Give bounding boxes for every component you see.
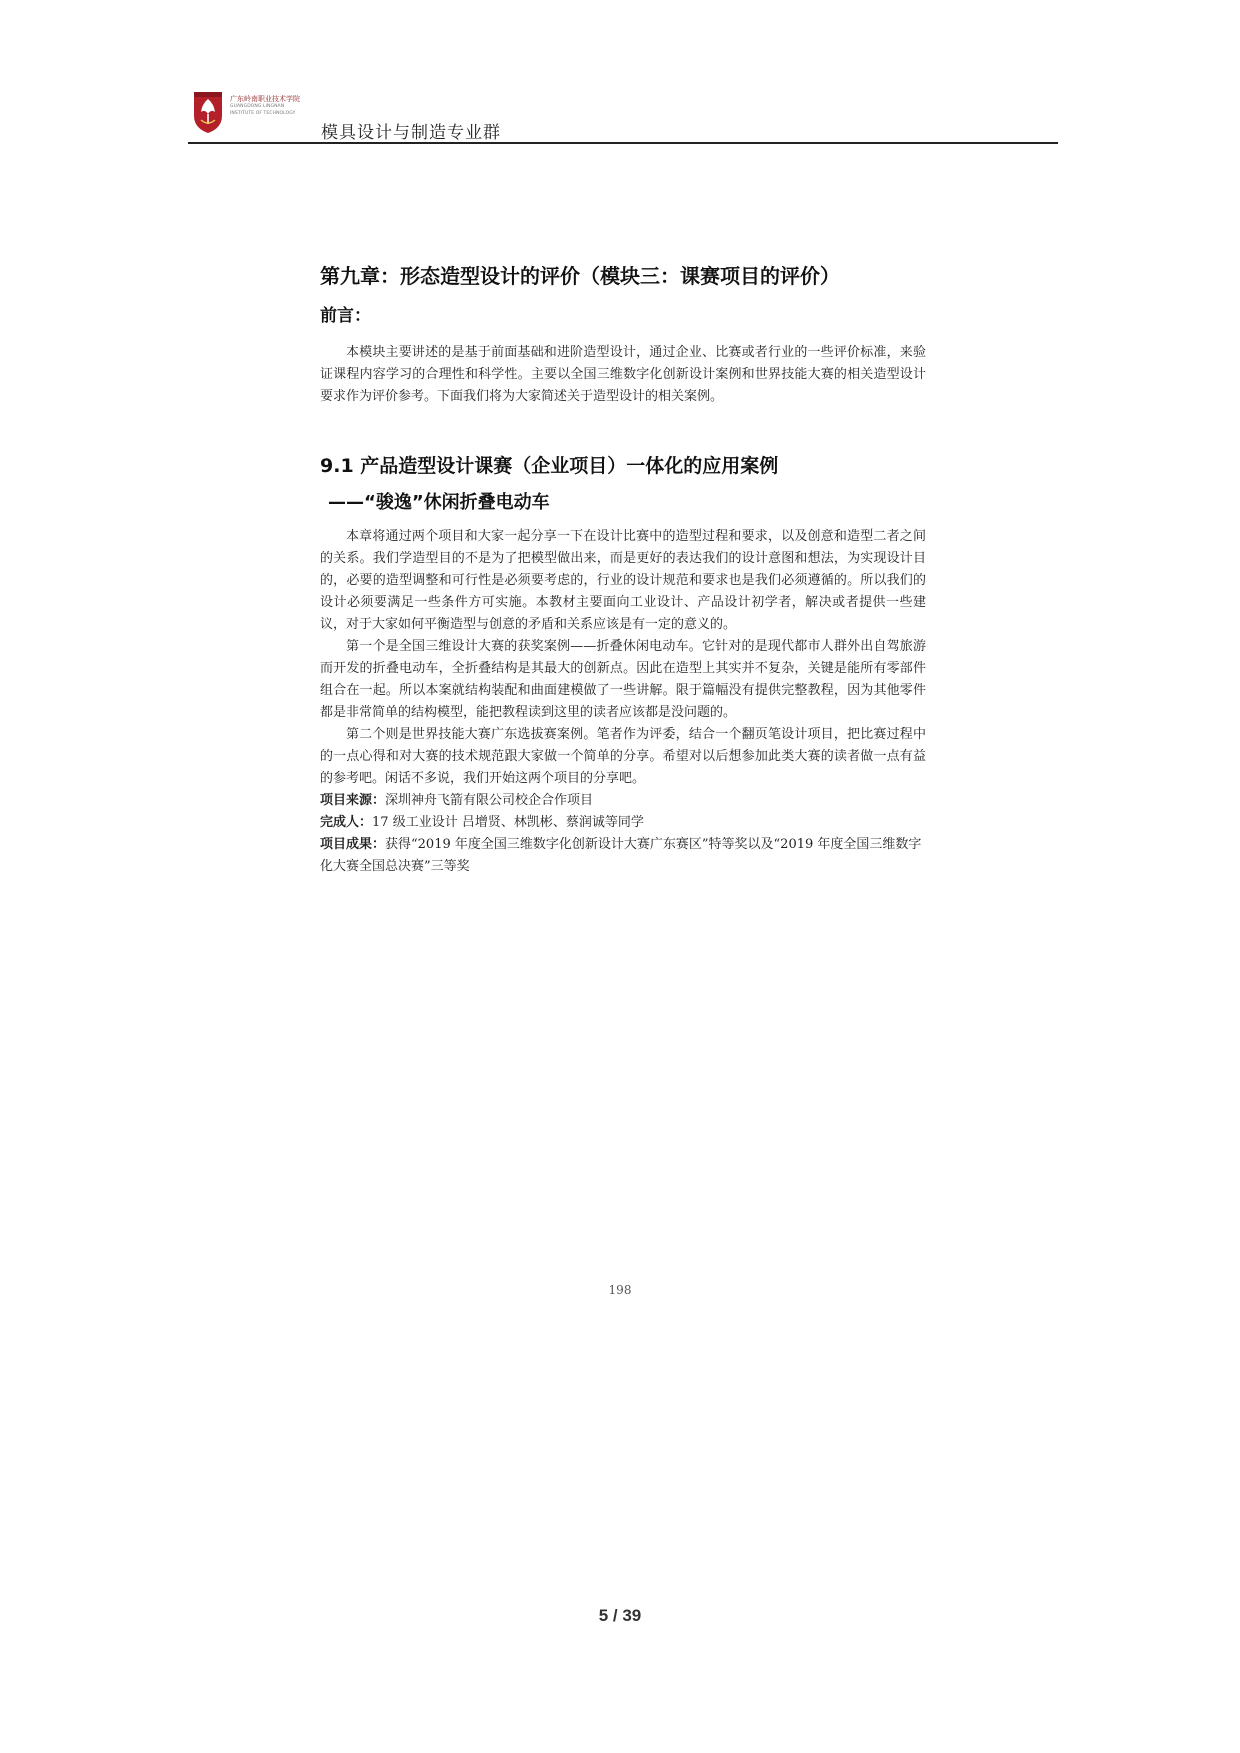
meta-value: 获得“2019 年度全国三维数字化创新设计大赛广东赛区”特等奖以及“2019 年度全国三维数字化大赛全国总决赛”三等奖 <box>320 837 922 874</box>
logo-name-en-2: INSTITUTE OF TECHNOLOGY <box>230 111 296 116</box>
meta-value: 深圳神舟飞箭有限公司校企合作项目 <box>385 793 594 808</box>
page-header <box>188 86 1058 146</box>
body-paragraph: 本章将通过两个项目和大家一起分享一下在设计比赛中的造型过程和要求，以及创意和造型二者之间的关系。我们学造型目的不是为了把模型做出来，而是更好的表达我们的设计意图和想法，为实现设计目的，必要的造型调整和可行性是必须要考虑的，行业的设计规范和要求也是我们必须遵循的。所以我们的设计必须要满足一些条件方可实施。本教材主要面向工业设计、产品设计初学者，解决或者提供一些建议，对于大家如何平衡造型与创意的矛盾和关系应该是有一定的意义的。 <box>320 529 926 632</box>
chapter-title: 第九章：形态造型设计的评价（模块三：课赛项目的评价） <box>320 264 840 288</box>
preface-label: 前言： <box>320 306 371 326</box>
logo-name-cn: 广东岭南职业技术学院 <box>230 95 300 103</box>
meta-label: 项目来源： <box>320 793 386 808</box>
institute-emblem-icon <box>192 90 224 134</box>
logo-name-en-1: GUANGDONG LINGNAN <box>230 104 285 109</box>
body-paragraph: 第二个则是世界技能大赛广东选拔赛案例。笔者作为评委，结合一个翻页笔设计项目，把比赛过程中的一点心得和对大赛的技术规范跟大家做一个简单的分享。希望对以后想参加此类大赛的读者做一点有益的参考吧。闲话不多说，我们开始这两个项目的分享吧。 <box>320 727 926 786</box>
project-source-line <box>320 790 926 812</box>
meta-label: 完成人： <box>320 815 373 830</box>
viewer-page-indicator: 5 / 39 <box>598 1606 642 1625</box>
project-authors-line <box>320 812 926 834</box>
section-title: 9.1 产品造型设计课赛（企业项目）一体化的应用案例 <box>320 455 779 477</box>
section-subtitle: ——“骏逸”休闲折叠电动车 <box>328 492 550 513</box>
body-paragraph: 第一个是全国三维设计大赛的获奖案例——折叠休闲电动车。它针对的是现代都市人群外出自驾旅游而开发的折叠电动车，全折叠结构是其最大的创新点。因此在造型上其实并不复杂，关键是能所有零部件组合在一起。所以本案就结构装配和曲面建模做了一些讲解。限于篇幅没有提供完整教程，因为其他零件都是非常简单的结构模型，能把教程读到这里的读者应该都是没问题的。 <box>320 639 926 720</box>
meta-value: 17 级工业设计 吕增贤、林凯彬、蔡润诚等同学 <box>372 815 644 830</box>
header-divider <box>188 142 1058 144</box>
preface-paragraph: 本模块主要讲述的是基于前面基础和进阶造型设计，通过企业、比赛或者行业的一些评价标准，来验证课程内容学习的合理性和科学性。主要以全国三维数字化创新设计案例和世界技能大赛的相关造型设计要求作为评价参考。下面我们将为大家简述关于造型设计的相关案例。 <box>320 345 926 404</box>
logo-text <box>230 96 330 117</box>
project-results-line <box>320 834 926 878</box>
header-title: 模具设计与制造专业群 <box>321 123 501 143</box>
page-content <box>320 262 926 878</box>
document-page-number: 198 <box>608 1283 632 1297</box>
meta-label: 项目成果： <box>320 837 386 852</box>
